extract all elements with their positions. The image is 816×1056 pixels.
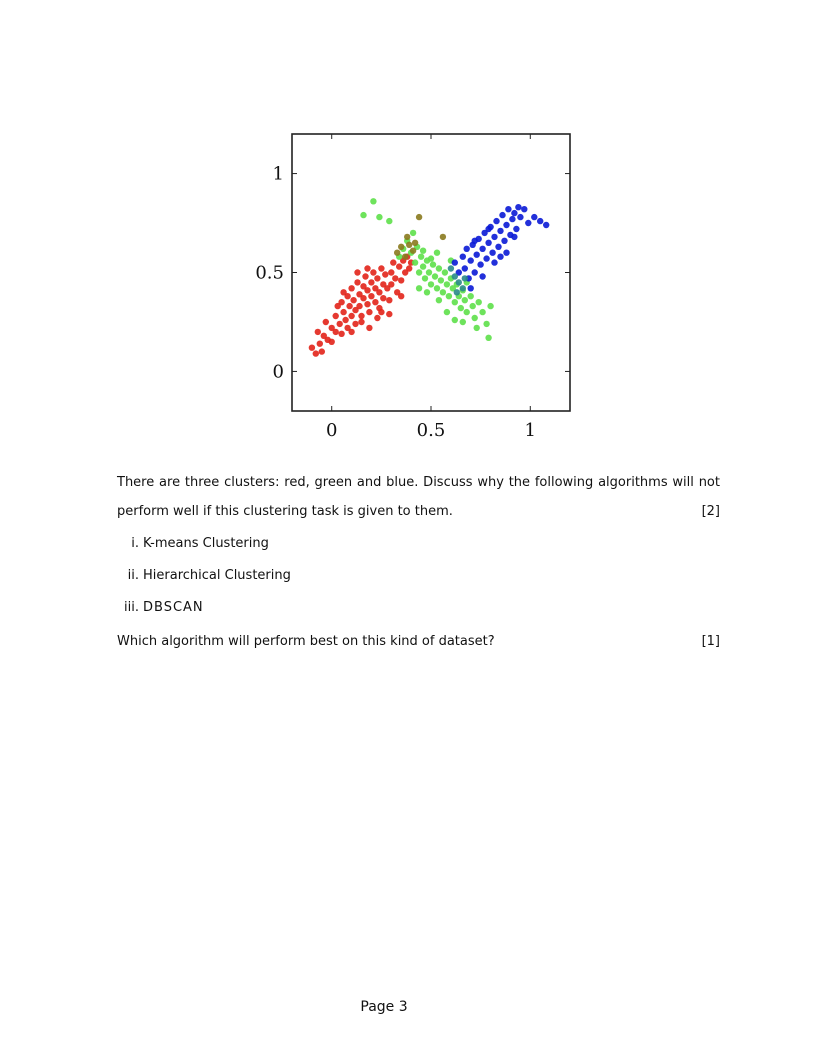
- data-point: [360, 212, 366, 218]
- data-point: [491, 234, 497, 240]
- list-item-text: K-means Clustering: [143, 536, 269, 551]
- data-point: [416, 269, 422, 275]
- data-point: [388, 269, 394, 275]
- data-point: [342, 317, 348, 323]
- data-point: [398, 277, 404, 283]
- data-point: [340, 309, 346, 315]
- data-point: [472, 238, 478, 244]
- data-point: [470, 303, 476, 309]
- data-point: [428, 281, 434, 287]
- data-point: [368, 279, 374, 285]
- data-point: [438, 277, 444, 283]
- data-point: [374, 275, 380, 281]
- data-point: [416, 214, 422, 220]
- data-point: [462, 275, 468, 281]
- data-point: [479, 273, 485, 279]
- question-paragraph: [117, 468, 720, 526]
- data-point: [472, 315, 478, 321]
- question-2-text: Which algorithm will perform best on this kind of dataset?: [117, 634, 495, 649]
- data-point: [430, 261, 436, 267]
- data-point: [474, 325, 480, 331]
- data-point: [382, 271, 388, 277]
- data-point: [464, 246, 470, 252]
- data-point: [378, 309, 384, 315]
- data-point: [412, 240, 418, 246]
- data-point: [448, 265, 454, 271]
- marks-label: [2]: [701, 504, 720, 519]
- data-point: [458, 305, 464, 311]
- data-point: [329, 339, 335, 345]
- data-point: [422, 275, 428, 281]
- data-point: [452, 259, 458, 265]
- data-point: [370, 269, 376, 275]
- data-point: [412, 259, 418, 265]
- data-point: [531, 214, 537, 220]
- data-point: [368, 293, 374, 299]
- data-point: [511, 234, 517, 240]
- data-point: [380, 295, 386, 301]
- data-point: [436, 265, 442, 271]
- data-point: [462, 297, 468, 303]
- data-point: [404, 234, 410, 240]
- x-tick-label: 1: [524, 420, 537, 441]
- data-point: [338, 331, 344, 337]
- data-point: [372, 299, 378, 305]
- data-point: [398, 244, 404, 250]
- data-point: [333, 313, 339, 319]
- data-point: [499, 212, 505, 218]
- data-point: [521, 206, 527, 212]
- data-point: [406, 265, 412, 271]
- data-point: [398, 293, 404, 299]
- data-point: [509, 216, 515, 222]
- question-text-line1: There are three clusters: red, green and blue. Discuss why the following algorithms will not: [117, 475, 720, 490]
- data-point: [474, 252, 480, 258]
- data-point: [543, 222, 549, 228]
- data-point: [426, 269, 432, 275]
- data-point: [511, 210, 517, 216]
- data-point: [396, 263, 402, 269]
- y-tick-label: 1: [272, 163, 284, 185]
- data-point: [476, 299, 482, 305]
- data-point: [394, 250, 400, 256]
- data-point: [460, 254, 466, 260]
- data-point: [436, 297, 442, 303]
- marks-label: [1]: [701, 634, 720, 649]
- data-point: [468, 293, 474, 299]
- data-point: [485, 226, 491, 232]
- data-point: [354, 279, 360, 285]
- scatter-plot: [240, 120, 580, 450]
- data-point: [432, 273, 438, 279]
- data-point: [386, 297, 392, 303]
- list-item: [117, 600, 204, 615]
- data-point: [501, 238, 507, 244]
- data-point: [440, 289, 446, 295]
- data-point: [460, 319, 466, 325]
- data-point: [446, 293, 452, 299]
- data-point: [472, 269, 478, 275]
- data-point: [477, 261, 483, 267]
- question-text-line2: perform well if this clustering task is given to them.: [117, 504, 453, 519]
- data-point: [452, 273, 458, 279]
- data-point: [376, 214, 382, 220]
- data-point: [462, 265, 468, 271]
- data-point: [388, 281, 394, 287]
- data-point: [420, 263, 426, 269]
- data-point: [454, 289, 460, 295]
- page-number: Page 3: [360, 999, 408, 1015]
- data-point: [503, 250, 509, 256]
- data-point: [434, 285, 440, 291]
- list-item-number: i.: [131, 536, 139, 551]
- data-point: [364, 287, 370, 293]
- data-point: [428, 255, 434, 261]
- data-point: [468, 285, 474, 291]
- list-item: [117, 536, 269, 551]
- data-point: [444, 281, 450, 287]
- data-point: [323, 319, 329, 325]
- data-point: [406, 242, 412, 248]
- y-tick-label: 0: [272, 361, 284, 383]
- data-point: [360, 295, 366, 301]
- data-point: [356, 303, 362, 309]
- data-point: [364, 301, 370, 307]
- list-item-text: Hierarchical Clustering: [143, 568, 291, 583]
- data-point: [485, 335, 491, 341]
- list-item-number: ii.: [127, 568, 139, 583]
- data-point: [386, 311, 392, 317]
- data-point: [503, 222, 509, 228]
- data-point: [374, 315, 380, 321]
- data-point: [483, 321, 489, 327]
- data-point: [452, 299, 458, 305]
- data-point: [366, 309, 372, 315]
- data-point: [338, 299, 344, 305]
- data-point: [410, 230, 416, 236]
- x-tick-label: 0.5: [416, 420, 446, 441]
- data-point: [442, 269, 448, 275]
- data-point: [418, 254, 424, 260]
- data-point: [434, 250, 440, 256]
- data-points: [309, 198, 550, 357]
- data-point: [456, 279, 462, 285]
- data-point: [452, 317, 458, 323]
- list-item-number: iii.: [124, 600, 139, 615]
- data-point: [505, 206, 511, 212]
- data-point: [487, 303, 493, 309]
- data-point: [348, 285, 354, 291]
- data-point: [495, 244, 501, 250]
- data-point: [378, 265, 384, 271]
- data-point: [315, 329, 321, 335]
- data-point: [485, 240, 491, 246]
- data-point: [460, 285, 466, 291]
- data-point: [317, 341, 323, 347]
- data-point: [346, 303, 352, 309]
- data-point: [358, 319, 364, 325]
- data-point: [358, 313, 364, 319]
- data-point: [497, 254, 503, 260]
- data-point: [392, 275, 398, 281]
- data-point: [513, 226, 519, 232]
- data-point: [497, 228, 503, 234]
- data-point: [337, 321, 343, 327]
- data-point: [491, 259, 497, 265]
- data-point: [350, 297, 356, 303]
- data-point: [440, 234, 446, 240]
- question-2: [117, 634, 720, 649]
- data-point: [340, 289, 346, 295]
- data-point: [366, 325, 372, 331]
- data-point: [493, 218, 499, 224]
- data-point: [364, 265, 370, 271]
- data-point: [537, 218, 543, 224]
- data-point: [479, 246, 485, 252]
- data-point: [489, 250, 495, 256]
- data-point: [444, 309, 450, 315]
- list-item: [117, 568, 291, 583]
- data-point: [362, 273, 368, 279]
- y-tick-label: 0.5: [255, 262, 284, 284]
- data-point: [354, 269, 360, 275]
- data-point: [420, 248, 426, 254]
- data-point: [348, 329, 354, 335]
- data-point: [370, 198, 376, 204]
- data-point: [348, 313, 354, 319]
- data-point: [333, 329, 339, 335]
- data-point: [483, 255, 489, 261]
- data-point: [464, 309, 470, 315]
- x-tick-label: 0: [325, 420, 338, 441]
- data-point: [376, 289, 382, 295]
- list-item-text: DBSCAN: [143, 600, 204, 615]
- data-point: [515, 204, 521, 210]
- data-point: [352, 321, 358, 327]
- data-point: [424, 289, 430, 295]
- axis-ticks: [255, 134, 570, 441]
- data-point: [386, 218, 392, 224]
- data-point: [390, 259, 396, 265]
- data-point: [525, 220, 531, 226]
- data-point: [479, 309, 485, 315]
- data-point: [410, 248, 416, 254]
- data-point: [402, 254, 408, 260]
- data-point: [416, 285, 422, 291]
- data-point: [319, 348, 325, 354]
- data-point: [309, 345, 315, 351]
- data-point: [517, 214, 523, 220]
- data-point: [313, 350, 319, 356]
- data-point: [468, 257, 474, 263]
